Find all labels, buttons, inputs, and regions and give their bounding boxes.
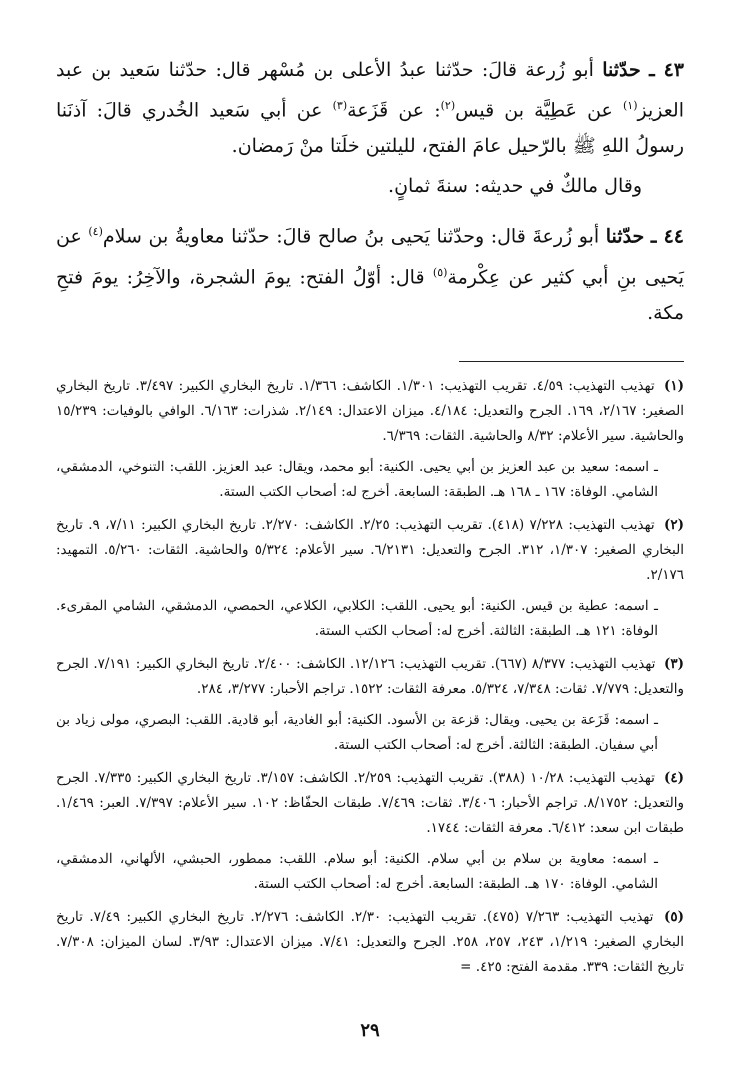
footnote-5 [56,905,684,980]
footnote-1-bio: ـ اسمه: سعيد بن عبد العزيز بن أبي يحيى. الكنية: أبو محمد، ويقال: عبد العزيز. اللقب: التنوخي، الدمشقي، الشامي. الوفاة: ١٦٧ ـ ١٦٨ هـ. الطبقة: السابعة. أخرج له: أصحاب الكتب الستة. [56,458,658,500]
footnote-3 [56,652,684,702]
footnote-ref[interactable]: (١) [623,99,638,112]
footnote-marker: (٢) [663,516,685,533]
footnote-3-bio: ـ اسمه: قَزَعة بن يحيى. ويقال: قزعة بن الأسود. الكنية: أبو الغادية، أبو قادية. اللقب: البصري، مولى زياد بن أبي سفيان. الطبقة: الثالثة. أخرج له: أصحاب الكتب الستة. [56,711,658,753]
footnote-text: تهذيب التهذيب: ٧/٢٦٣ (٤٧٥). تقريب التهذيب: ٢/٣٠. الكاشف: ٢/٢٧٦. تاريخ البخاري الكبير: ٧/٤٩. تاريخ البخاري الصغير: ١/٢١٩، ٢٤٣، ٢٥٧، ٢٥٨. الجرح والتعديل: ٧/٤١. ميزان الاعتدال: ٣/٩٣. لسان الميزان: ٧/٣٠٨. تاريخ الثقات: ٣٣٩. مقدمة الفتح: ٤٢٥. = [56,908,684,975]
footnote-text: تهذيب التهذيب: ٨/٣٧٧ (٦٦٧). تقريب التهذيب: ١٢/١٢٦. الكاشف: ٢/٤٠٠. تاريخ البخاري الكبير: ٧/١٩١. الجرح والتعديل: ٧/٧٧٩. ثقات: ٧/٣٤٨، ٥/٣٢٤. معرفة الثقات: ١٥٢٢. تراجم الأحبار: ٣/٢٧٧، ٢٨٤. [56,655,684,697]
footnote-ref[interactable]: (٢) [440,99,456,112]
hadith-text: عن أبي سَعيد الخُدري قالَ: آذنَنا رسولُ اللهِ ﷺ بالرّحيل عامَ الفتح، لليلتين خلَتا منْ رَمضان. [56,99,684,158]
footnote-text: تهذيب التهذيب: ٧/٢٢٨ (٤١٨). تقريب التهذيب: ٢/٢٥. الكاشف: ٢/٢٧٠. تاريخ البخاري الكبير: ٧/١١، ٩. تاريخ البخاري الصغير: ١/٣٠٧، ٣١٢. الجرح والتعديل: ٦/٢١٣١. سير الأعلام: ٥/٣٢٤ والحاشية. الثقات: ٥/٢٦٠. التمهيد: ٢/١٧٦. [56,516,684,583]
footnote-text: تهذيب التهذيب: ٤/٥٩. تقريب التهذيب: ١/٣٠١. الكاشف: ١/٣٦٦. تاريخ البخاري الكبير: ٣/٤٩٧. تاريخ البخاري الصغير: ٢/١٦٧، ١٦٩. الجرح والتعديل: ٤/١٨٤. ميزان الاعتدال: ٢/١٤٩. شذرات: ٦/١٦٣. الوافي بالوفيات: ١٥/٢٣٩ والحاشية. سير الأعلام: ٨/٣٢ والحاشية. الثقات: ٦/٣٦٩. [56,377,684,444]
hadith-43 [56,52,684,164]
hadith-number: ٤٣ ـ [649,59,684,81]
hadith-opening: حدّثنا [605,225,645,248]
footnote-divider [459,361,684,362]
footnote-ref[interactable]: (٣) [332,99,348,112]
hadith-note [56,168,684,204]
hadith-text: عن عَطِيَّة بن قيس [455,99,623,122]
footnote-4-bio: ـ اسمه: معاوية بن سلام بن أبي سلام. الكنية: أبو سلام. اللقب: ممطور، الحبشي، الألهاني، الدمشقي، الشامي. الوفاة: ١٧٠ هـ. الطبقة: السابعة. أخرج له: أصحاب الكتب الستة. [56,850,658,892]
footnote-2 [56,513,684,588]
footnote-marker: (٤) [663,769,684,786]
footnote-ref[interactable]: (٤) [88,225,103,239]
footnotes [56,374,684,980]
footnote-4 [56,766,684,841]
hadith-text: أبو زُرعةَ قال: وحدّثنا يَحيى بنُ صالح قالَ: حدّثنا معاويةُ بن سلام [102,225,600,248]
footnote-marker: (٣) [663,655,684,672]
page-number: ٢٩ [360,1020,380,1041]
footnote-marker: (١) [663,377,684,394]
hadith-text: عن يَحيى بنِ أبي كثير عن عِكْرمة [56,225,684,288]
footnote-2-bio: ـ اسمه: عطية بن قيس. الكنية: أبو يحيى. اللقب: الكلابي، الكلاعي، الحمصي، الدمشقي، الشامي المقرىء. الوفاة: ١٢١ هـ. الطبقة: الثالثة. أخرج له: أصحاب الكتب الستة. [56,597,658,639]
footnote-1 [56,374,684,449]
hadith-opening: حدّثنا [602,59,641,81]
hadith-text: وقال مالكٌ في حديثه: سنةَ ثمانٍ. [388,175,642,198]
hadith-number: ٤٤ ـ [650,225,685,248]
footnote-marker: (٥) [663,908,684,925]
hadith-text: : عن قَزَعة [347,99,441,122]
hadith-text: أبو زُرعة قالَ: حدّثنا عبدُ الأعلى بن مُسْهر قال: حدّثنا سَعيد بن عبد العزيز [56,59,685,122]
hadith-44 [56,214,684,331]
footnote-text: تهذيب التهذيب: ١٠/٢٨ (٣٨٨). تقريب التهذيب: ٢/٢٥٩. الكاشف: ٣/١٥٧. تاريخ البخاري الكبير: ٧/٣٣٥. الجرح والتعديل: ٨/١٧٥٢. تراجم الأحبار: ٣/٤٠٦. ثقات: ٧/٤٦٩. طبقات الحفّاظ: ١٠٢. سير الأعلام: ٧/٣٩٧. العبر: ١/٤٦٩. طبقات ابن سعد: ٦/٤١٢. معرفة الثقات: ١٧٤٤. [56,769,684,836]
hadith-text: قال: أوّلُ الفتح: يومَ الشجرة، والآخِرُ: يومَ فتحِ مكة. [56,265,684,324]
footnote-ref[interactable]: (٥) [432,265,448,279]
